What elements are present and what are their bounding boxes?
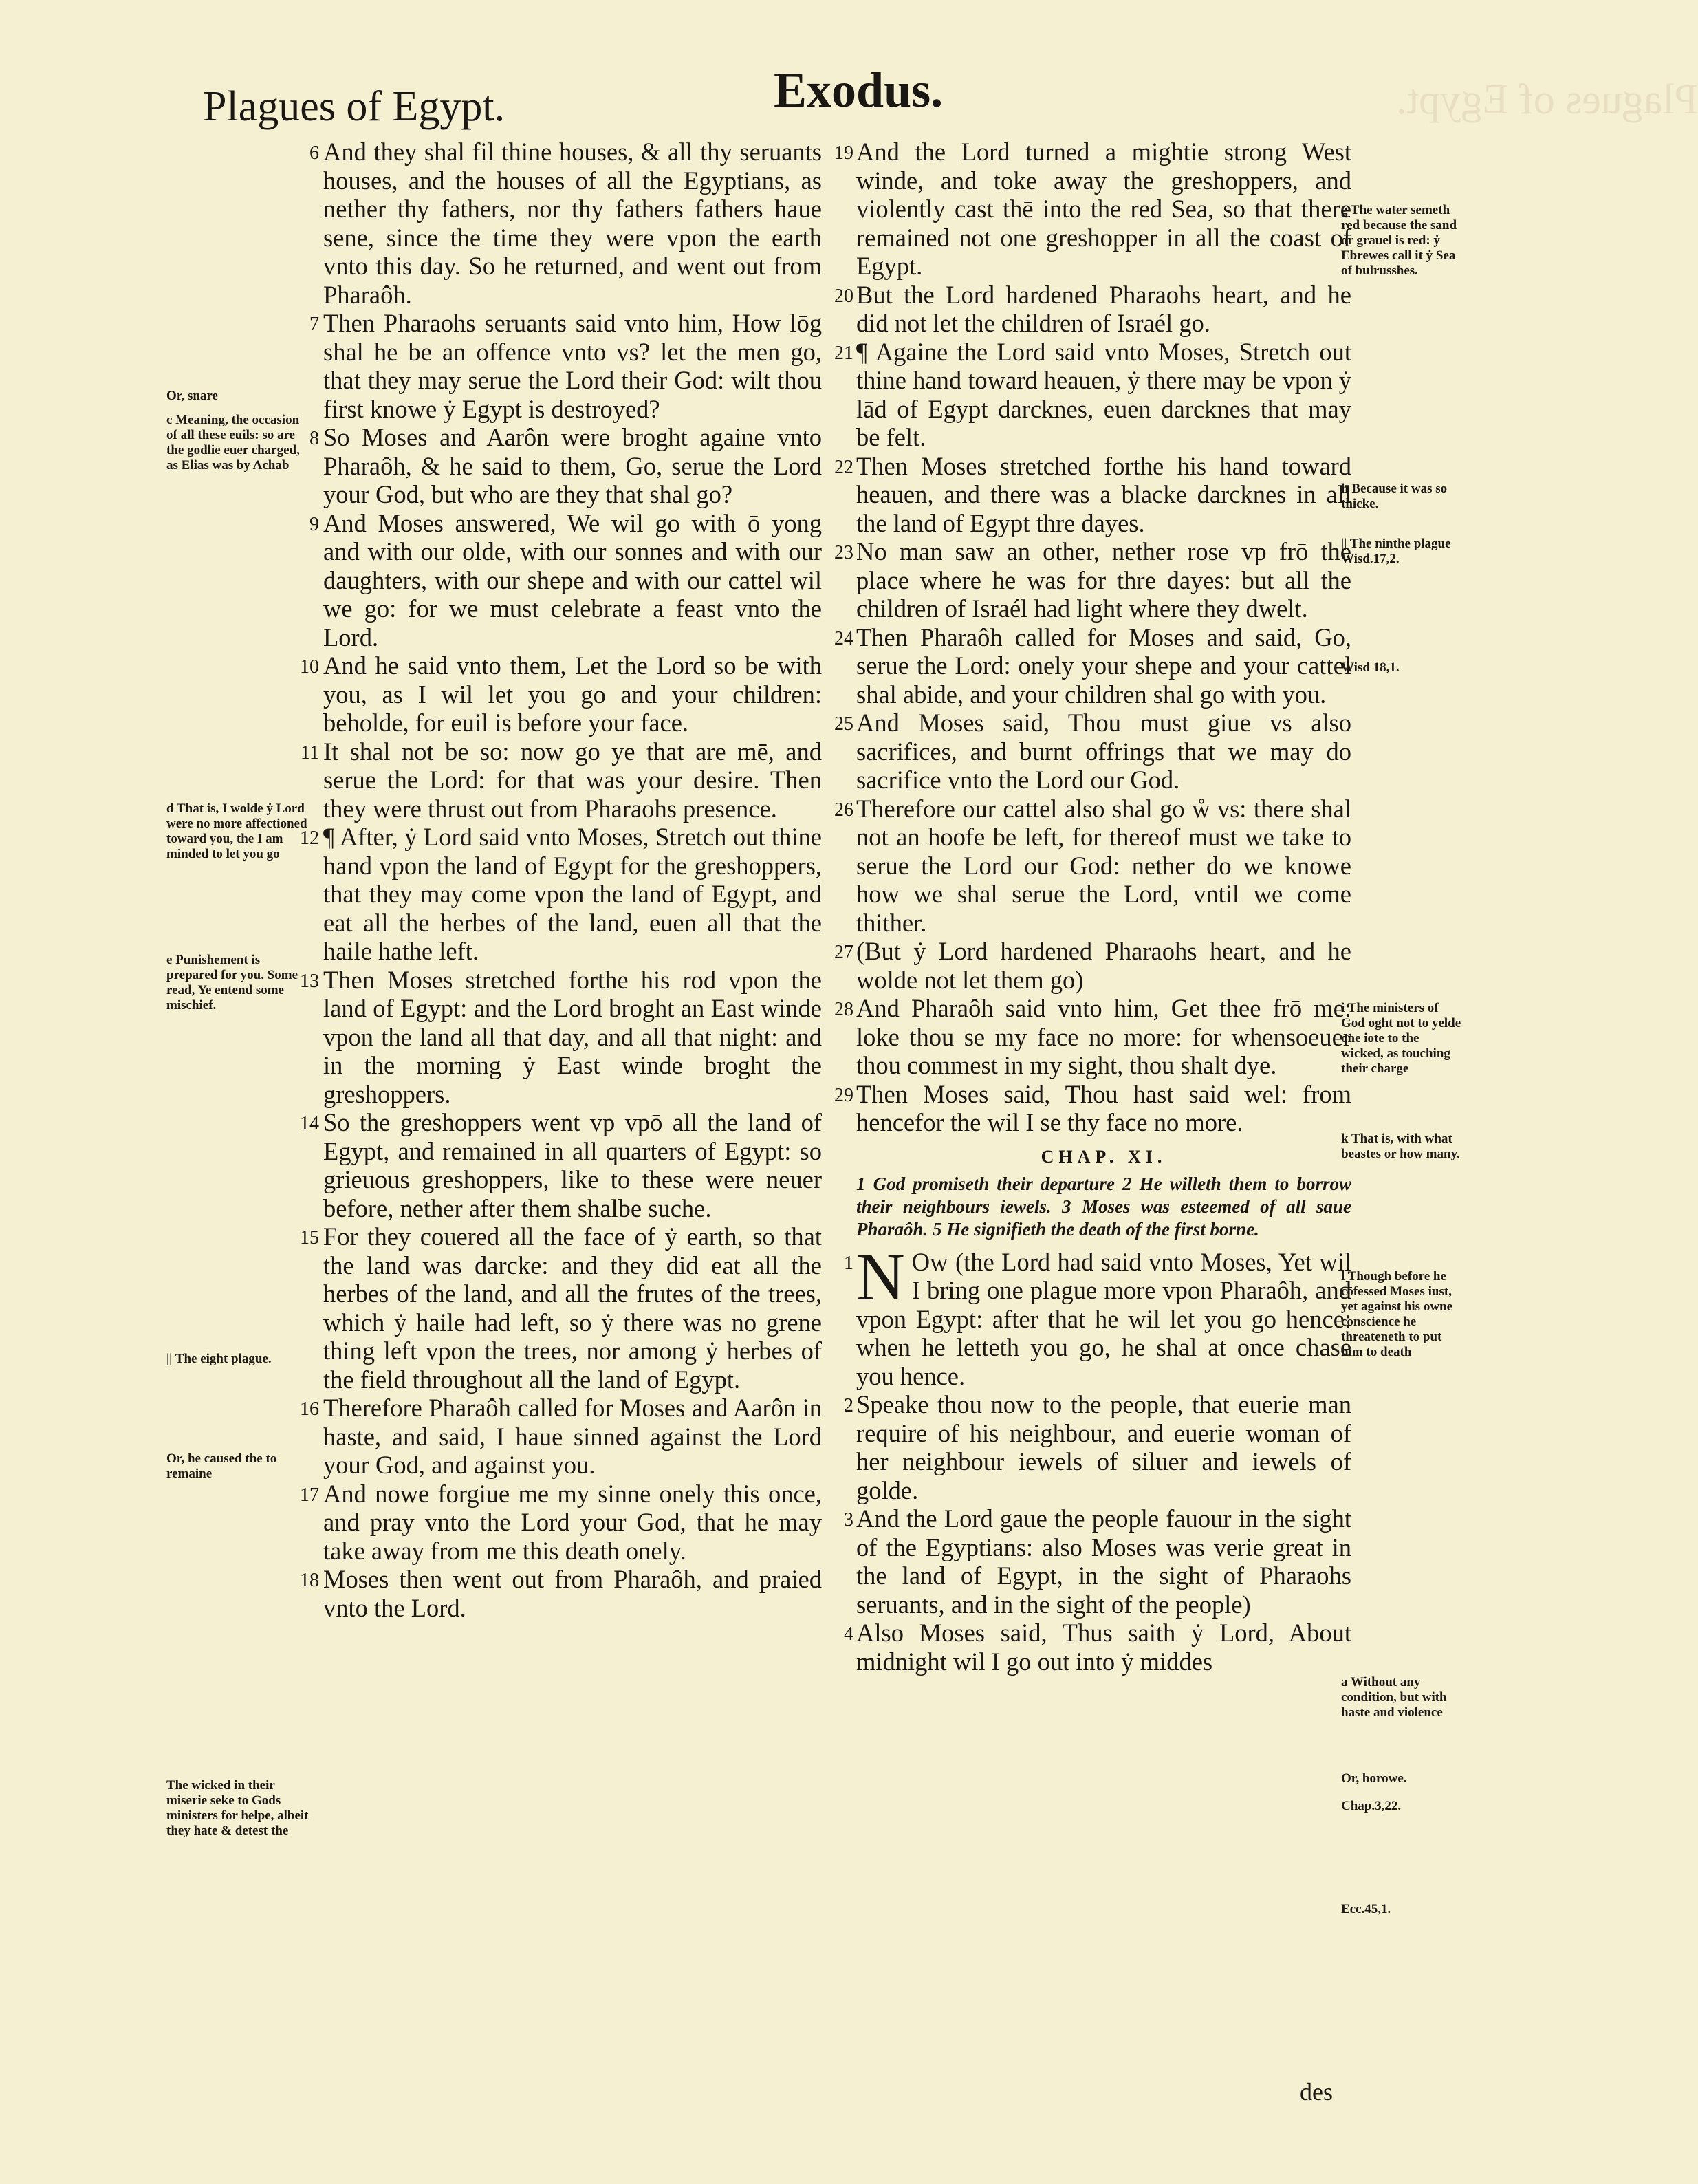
- bleed-through-text: Plagues of Egypt.: [1396, 76, 1698, 123]
- verse-number: 18: [300, 1570, 319, 1591]
- verse-number: 12: [300, 828, 319, 849]
- verse: [844, 1619, 1351, 1676]
- margin-note: Or, borowe.: [1341, 1771, 1407, 1786]
- verse-text: Then Moses stretched forthe his hand toward heauen, and there was a blacke darcknes in all the land of Egypt thre dayes.: [856, 451, 1351, 537]
- verse-number: 25: [834, 713, 853, 735]
- verse: [834, 337, 1351, 452]
- verse: [309, 138, 822, 309]
- verse-text: Then Pharaôh called for Moses and said, Go, serue the Lord: onely your shepe and your cattel shal abide, and your children shal go with you.: [856, 623, 1351, 709]
- verse-text: And the Lord turned a mightie strong West winde, and toke away the greshoppers, and violently cast thē into the red Sea, so that there remained not one greshopper in all the coast of Egypt.: [856, 138, 1351, 280]
- verse-text: Ow (the Lord had said vnto Moses, Yet wil I bring one plague more vpon Pharaôh, and vpon Egypt: after that he wil let you go hence: when he letteth you go, he shal at once chase you hence.: [856, 1247, 1351, 1390]
- verse: [300, 1394, 822, 1480]
- running-head: Plagues of Egypt.: [203, 83, 505, 130]
- verse: [834, 937, 1351, 994]
- verse-number: 22: [834, 456, 853, 478]
- verse: [300, 1479, 822, 1566]
- margin-note: Wisd 18,1.: [1341, 660, 1400, 675]
- verse-text: For they couered all the face of ẏ earth, so that the land was darcke: and they did eat all the herbes of the land, and all the frutes of the trees, which ẏ haile had left, so ẏ there was no grene thing left vpon the trees, nor among ẏ herbes of the field throughout all the land of Egypt.: [323, 1222, 822, 1394]
- verse-number: 3: [844, 1509, 853, 1531]
- verse-number: 20: [834, 285, 853, 307]
- verse-number: 24: [834, 627, 853, 649]
- verse-text: Therefore Pharaôh called for Moses and Aarôn in haste, and said, I haue sinned against the Lord your God, and against you.: [323, 1394, 822, 1479]
- verse-number: 15: [300, 1227, 319, 1248]
- verse-text: No man saw an other, nether rose vp frō the place where he was for thre dayes: but all the children of Israél had light where they dwelt.: [856, 537, 1351, 623]
- verse-text: And Pharaôh said vnto him, Get thee frō me: loke thou se my face no more: for whensoeuer thou commest in my sight, thou shalt dye.: [856, 994, 1351, 1079]
- margin-note: k That is, with what beastes or how many.: [1341, 1132, 1460, 1161]
- verse-number: 4: [844, 1623, 853, 1645]
- verse-text: So Moses and Aarôn were broght againe vnto Pharaôh, & he said to them, Go, serue the Lord your God, but who are they that shal go?: [323, 423, 822, 508]
- verse: [834, 451, 1351, 538]
- drop-cap: N: [856, 1240, 905, 1315]
- verse: [300, 1565, 822, 1622]
- verse-text: ¶ After, ẏ Lord said vnto Moses, Stretch out thine hand vpon the land of Egypt for the greshoppers, that they may come vpon the land of Egypt, and eat all the herbes of the land, euen all that the haile hathe left.: [323, 823, 822, 965]
- chapter-summary: 1 God promiseth their departure 2 He willeth them to borrow their neighbours iewels. 3 Moses was esteemed of all saue Pharaôh. 5 He signifieth the death of the first borne.: [856, 1173, 1351, 1240]
- margin-note: Or, he caused the to remaine: [166, 1451, 277, 1481]
- verse: [834, 794, 1351, 938]
- verse-text: (But ẏ Lord hardened Pharaohs heart, and he wolde not let them go): [856, 937, 1351, 994]
- verse-text: And he said vnto them, Let the Lord so be with you, as I wil let you go and your children: beholde, for euil is before your face.: [323, 651, 822, 737]
- verse-number: 13: [300, 970, 319, 992]
- verse: [300, 1222, 822, 1394]
- verse: [301, 737, 822, 823]
- left-column: [300, 138, 822, 1622]
- verse-text: So the greshoppers went vp vpō all the land of Egypt, and remained in all quarters of Egypt: so grieuous greshoppers, like to these were neuer before, nether after them shalbe suche.: [323, 1108, 822, 1222]
- verse-text: And they shal fil thine houses, & all thy seruants houses, and the houses of all the Egyptians, as nether thy fathers, nor thy fathers fathers haue sene, since the time they were vpon the earth vnto this day. So he returned, and went out from Pharaôh.: [323, 138, 822, 309]
- verse-text: It shal not be so: now go ye that are mē, and serue the Lord: for that was your desire. Then they were thrust out from Pharaohs presence.: [323, 737, 822, 823]
- margin-note: g The water semeth red because the sand or grauel is red: ẏ Ebrewes call it ẏ Sea of bulrusshes.: [1341, 203, 1457, 278]
- verse-text: Then Moses said, Thou hast said wel: from hencefor the wil I se thy face no more.: [856, 1079, 1351, 1136]
- verse: [834, 537, 1351, 623]
- verse-number: 9: [309, 513, 319, 535]
- verse-text: And Moses said, Thou must giue vs also sacrifices, and burnt offrings that we may do sacrifice vnto the Lord our God.: [856, 709, 1351, 794]
- verse-number: 8: [309, 428, 319, 449]
- verse: [834, 994, 1351, 1080]
- margin-note: e Punishement is prepared for you. Some read, Ye entend some mischief.: [166, 953, 298, 1013]
- verse-number: 10: [300, 656, 319, 678]
- margin-note: Chap.3,22.: [1341, 1799, 1402, 1813]
- margin-note: h Because it was so thicke.: [1341, 482, 1448, 511]
- verse-number: 17: [300, 1484, 319, 1506]
- verse: [300, 1108, 822, 1222]
- verse-number: 11: [301, 742, 319, 764]
- verse: [844, 1504, 1351, 1619]
- verse-number: 23: [834, 542, 853, 563]
- verse: [834, 280, 1351, 338]
- verse-text: But the Lord hardened Pharaohs heart, and he did not let the children of Israél go.: [856, 280, 1351, 337]
- margin-note: a Without any condition, but with haste and violence: [1341, 1675, 1447, 1720]
- verse: [844, 1390, 1351, 1504]
- verse: [834, 709, 1351, 794]
- verse-text: Speake thou now to the people, that euerie man require of his neighbour, and euerie woman of her neighbour iewels of siluer and iewels of golde.: [856, 1390, 1351, 1504]
- verse: [844, 1240, 1351, 1391]
- verse: [300, 823, 822, 966]
- verse-text: And nowe forgiue me my sinne onely this once, and pray vnto the Lord your God, that he may take away from me this death onely.: [323, 1479, 822, 1565]
- margin-note: || The eight plague.: [166, 1352, 272, 1366]
- margin-note: Ecc.45,1.: [1341, 1902, 1391, 1916]
- verse: [834, 138, 1351, 281]
- verse: [309, 508, 822, 652]
- verse: [300, 651, 822, 737]
- verse-number: 28: [834, 999, 853, 1020]
- verse-text: Also Moses said, Thus saith ẏ Lord, About midnight wil I go out into ẏ middes: [856, 1619, 1351, 1676]
- right-column: [834, 138, 1351, 1676]
- catchword: des: [1300, 2078, 1333, 2106]
- verse-number: 19: [834, 142, 853, 164]
- verse-text: Therefore our cattel also shal go ẘ vs: there shal not an hoofe be left, for thereof must we take to serue the Lord our God: nether do we knowe how we shal serue the Lord, vntil we come thither.: [856, 794, 1351, 937]
- verse-text: And the Lord gaue the people fauour in the sight of the Egyptians: also Moses was verie great in the land of Egypt, in the sight of Pharaohs seruants, and in the sight of the people): [856, 1504, 1351, 1619]
- margin-note: i The ministers of God oght not to yelde one iote to the wicked, as touching their charge: [1341, 1001, 1461, 1076]
- verse-number: 7: [309, 314, 319, 335]
- margin-note: The wicked in their miserie seke to Gods ministers for helpe, albeit they hate & detest the: [166, 1778, 309, 1838]
- margin-note: || The ninthe plague Wisd.17,2.: [1341, 537, 1451, 566]
- verse-number: 14: [300, 1113, 319, 1134]
- book-title: Exodus.: [774, 63, 944, 118]
- verse-number: 21: [834, 342, 853, 364]
- margin-note: d That is, I wolde ẏ Lord were no more affectioned toward you, the I am minded to let you go: [166, 801, 307, 861]
- margin-note: l Though before he cōfessed Moses iust, yet against his owne conscience he threateneth to put him to death: [1341, 1269, 1453, 1359]
- verse: [309, 309, 822, 423]
- verse-text: Then Pharaohs seruants said vnto him, How lōg shal he be an offence vnto vs? let the men go, that they may serue the Lord their God: wilt thou first knowe ẏ Egypt is destroyed?: [323, 309, 822, 423]
- verse-number: 27: [834, 942, 853, 963]
- verse-number: 29: [834, 1084, 853, 1106]
- verse-number: 16: [300, 1398, 319, 1420]
- margin-note: c Meaning, the occasion of all these euils: so are the godlie euer charged, as Elias was by Achab: [166, 413, 300, 473]
- verse: [300, 965, 822, 1109]
- verse: [834, 1079, 1351, 1137]
- verse-text: Moses then went out from Pharaôh, and praied vnto the Lord.: [323, 1565, 822, 1622]
- verse-text: Then Moses stretched forthe his rod vpon the land of Egypt: and the Lord broght an East winde vpon the land all that day, and all that night: and in the morning ẏ East winde broght the greshoppers.: [323, 965, 822, 1108]
- chapter-heading: CHAP. XI.: [1041, 1146, 1167, 1167]
- verse: [834, 623, 1351, 709]
- verse-number: 26: [834, 799, 853, 821]
- verse: [309, 423, 822, 509]
- verse-number: 2: [844, 1395, 853, 1416]
- verse-number: 6: [309, 142, 319, 164]
- verse-text: And Moses answered, We wil go with ō yong and with our olde, with our sonnes and with our daughters, with our shepe and with our cattel wil we go: for we must celebrate a feast vnto the Lord.: [323, 508, 822, 651]
- margin-note: Or, snare: [166, 389, 218, 403]
- verse-number: 1: [844, 1252, 853, 1274]
- verse-text: ¶ Againe the Lord said vnto Moses, Stretch out thine hand toward heauen, ẏ there may be vpon ẏ lād of Egypt darcknes, euen darcknes that may be felt.: [856, 337, 1351, 451]
